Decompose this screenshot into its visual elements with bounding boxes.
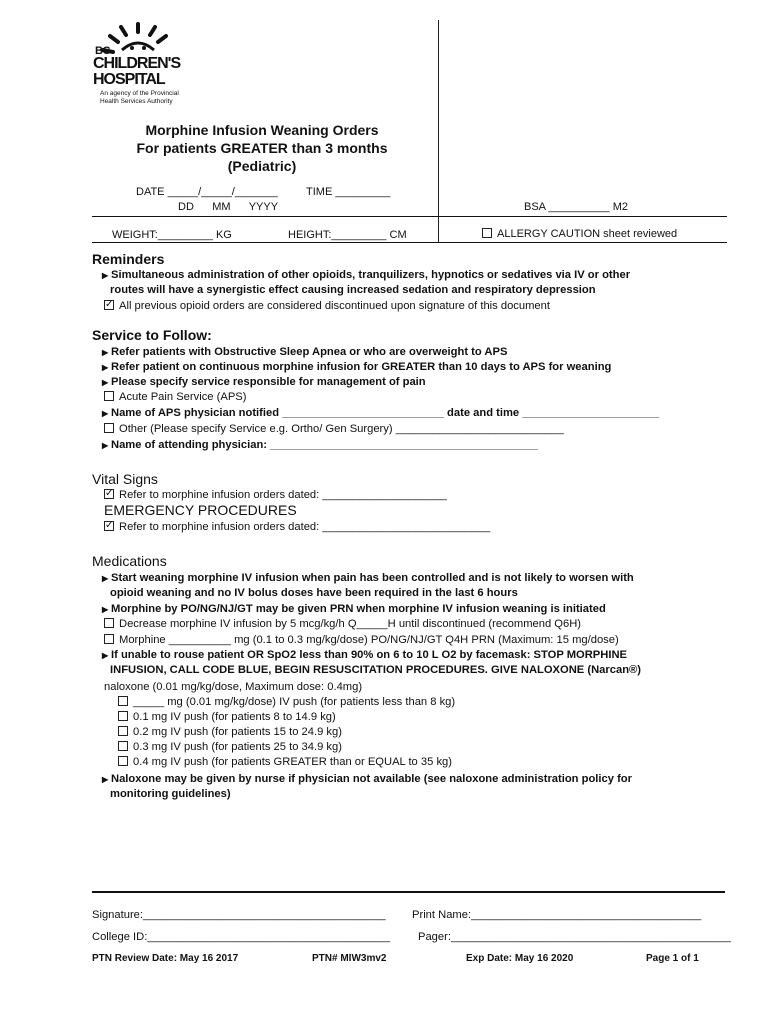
checkbox-icon[interactable] xyxy=(104,423,114,433)
form-title-line-3: (Pediatric) xyxy=(227,158,297,174)
bsa-field[interactable]: BSA __________ M2 xyxy=(524,201,628,213)
checkbox-icon[interactable] xyxy=(118,756,128,766)
checkbox-icon[interactable] xyxy=(104,391,114,401)
vitals-heading: Vital Signs xyxy=(92,471,158,487)
naloxone-dose-option[interactable]: 0.3 mg IV push (for patients 25 to 34.9 kg) xyxy=(118,740,342,755)
emergency-checkbox-row[interactable]: ✓Refer to morphine infusion orders dated: ___________________________ xyxy=(104,520,490,535)
signature-field[interactable]: Signature:_______________________________________ xyxy=(92,909,386,921)
checkbox-icon[interactable] xyxy=(482,228,492,238)
triangle-bullet-icon: ▶ xyxy=(102,441,109,450)
logo-text-bc: BC xyxy=(95,45,110,57)
medication-item: ▶ Start weaning morphine IV infusion when pain has been controlled and is not likely to worsen with xyxy=(102,572,634,584)
naloxone-dose-label: naloxone (0.01 mg/kg/dose, Maximum dose: 0.4mg) xyxy=(104,681,363,693)
aps-checkbox-row[interactable]: Acute Pain Service (APS) xyxy=(104,390,246,405)
reminder-item-cont: routes will have a synergistic effect causing increased sedation and respiratory depression xyxy=(110,284,596,296)
height-field[interactable]: HEIGHT:_________ CM xyxy=(288,229,407,241)
checkbox-icon[interactable] xyxy=(118,741,128,751)
logo-text-childrens: CHILDREN'S xyxy=(93,55,181,72)
aps-physician-field[interactable]: ▶ Name of APS physician notified __________________________ date and time ______________________ xyxy=(102,407,660,419)
checked-checkbox-icon[interactable] xyxy=(104,489,114,499)
ptn-number: PTN# MIW3mv2 xyxy=(312,953,387,964)
college-id-field[interactable]: College ID:_______________________________________ xyxy=(92,931,390,943)
header-rule-2 xyxy=(92,242,727,243)
naloxone-dose-option[interactable]: 0.2 mg IV push (for patients 15 to 24.9 kg) xyxy=(118,725,342,740)
triangle-bullet-icon: ▶ xyxy=(102,574,109,583)
triangle-bullet-icon: ▶ xyxy=(102,409,109,418)
checkbox-icon[interactable] xyxy=(118,726,128,736)
service-item: ▶ Refer patients with Obstructive Sleep Apnea or who are overweight to APS xyxy=(102,346,508,358)
print-name-field[interactable]: Print Name:_____________________________________ xyxy=(412,909,702,921)
form-title: Morphine Infusion Weaning Orders xyxy=(145,122,379,138)
logo-subtitle-2: Health Services Authority xyxy=(100,98,173,105)
medication-item-cont: monitoring guidelines) xyxy=(110,788,231,800)
triangle-bullet-icon: ▶ xyxy=(102,775,109,784)
checked-checkbox-icon[interactable] xyxy=(104,300,114,310)
naloxone-dose-option[interactable]: _____ mg (0.01 mg/kg/dose) IV push (for patients less than 8 kg) xyxy=(118,695,455,710)
reminder-checkbox-row[interactable]: ✓All previous opioid orders are considered discontinued upon signature of this document xyxy=(104,299,550,314)
checkbox-icon[interactable] xyxy=(104,618,114,628)
allergy-label: ALLERGY CAUTION sheet reviewed xyxy=(497,228,678,240)
reminders-heading: Reminders xyxy=(92,251,165,267)
form-title-line-2: For patients GREATER than 3 months xyxy=(136,140,388,156)
logo-subtitle-1: An agency of the Provincial xyxy=(100,90,179,97)
service-item: ▶ Please specify service responsible for management of pain xyxy=(102,376,426,388)
medication-item-cont: opioid weaning and no IV bolus doses have been required in the last 6 hours xyxy=(110,587,518,599)
medication-item: ▶ Morphine by PO/NG/NJ/GT may be given PRN when morphine IV infusion weaning is initiated xyxy=(102,603,606,615)
pager-field[interactable]: Pager:_____________________________________________ xyxy=(418,931,731,943)
time-field[interactable]: TIME _________ xyxy=(306,186,391,198)
header-rule xyxy=(92,216,727,217)
medication-item: ▶ If unable to rouse patient OR SpO2 less than 90% on 6 to 10 L O2 by facemask: STOP MORPHINE xyxy=(102,649,628,661)
signature-rule xyxy=(92,891,725,893)
checkbox-icon[interactable] xyxy=(118,711,128,721)
logo-text-hospital: HOSPITAL xyxy=(93,71,165,88)
page-number: Page 1 of 1 xyxy=(646,953,699,964)
morphine-prn-checkbox-row[interactable]: Morphine __________ mg (0.1 to 0.3 mg/kg/dose) PO/NG/NJ/GT Q4H PRN (Maximum: 15 mg/dose) xyxy=(104,633,619,648)
ptn-review-date: PTN Review Date: May 16 2017 xyxy=(92,953,239,964)
decrease-infusion-checkbox-row[interactable]: Decrease morphine IV infusion by 5 mcg/kg/h Q_____H until discontinued (recommend Q6H) xyxy=(104,617,581,632)
triangle-bullet-icon: ▶ xyxy=(102,271,109,280)
naloxone-dose-option[interactable]: 0.4 mg IV push (for patients GREATER than or EQUAL to 35 kg) xyxy=(118,755,452,770)
service-heading: Service to Follow: xyxy=(92,327,212,343)
triangle-bullet-icon: ▶ xyxy=(102,378,109,387)
triangle-bullet-icon: ▶ xyxy=(102,651,109,660)
other-service-checkbox-row[interactable]: Other (Please specify Service e.g. Ortho/ Gen Surgery) ___________________________ xyxy=(104,422,564,437)
vitals-checkbox-row[interactable]: ✓Refer to morphine infusion orders dated: ____________________ xyxy=(104,488,447,503)
date-format-label: DD MM YYYY xyxy=(178,201,279,213)
exp-date: Exp Date: May 16 2020 xyxy=(466,953,574,964)
date-field[interactable]: DATE _____/_____/_______ xyxy=(136,186,278,198)
checkbox-icon[interactable] xyxy=(104,634,114,644)
triangle-bullet-icon: ▶ xyxy=(102,363,109,372)
header-divider xyxy=(438,20,439,242)
medication-item: ▶ Naloxone may be given by nurse if physician not available (see naloxone administration policy for xyxy=(102,773,632,785)
emergency-heading: EMERGENCY PROCEDURES xyxy=(104,502,297,518)
weight-field[interactable]: WEIGHT:_________ KG xyxy=(112,229,232,241)
medication-item-cont: INFUSION, CALL CODE BLUE, BEGIN RESUSCITATION PROCEDURES. GIVE NALOXONE (Narcan®) xyxy=(110,664,641,676)
triangle-bullet-icon: ▶ xyxy=(102,348,109,357)
service-item: ▶ Refer patient on continuous morphine infusion for GREATER than 10 days to APS for weaning xyxy=(102,361,612,373)
reminder-item: ▶ Simultaneous administration of other opioids, tranquilizers, hypnotics or sedatives via IV or other xyxy=(102,269,631,281)
checkbox-icon[interactable] xyxy=(118,696,128,706)
attending-physician-field[interactable]: ▶ Name of attending physician: ___________________________________________ xyxy=(102,439,538,451)
medications-heading: Medications xyxy=(92,553,167,569)
naloxone-dose-option[interactable]: 0.1 mg IV push (for patients 8 to 14.9 kg) xyxy=(118,710,336,725)
checked-checkbox-icon[interactable] xyxy=(104,521,114,531)
allergy-checkbox-row[interactable] xyxy=(482,228,677,240)
triangle-bullet-icon: ▶ xyxy=(102,605,109,614)
